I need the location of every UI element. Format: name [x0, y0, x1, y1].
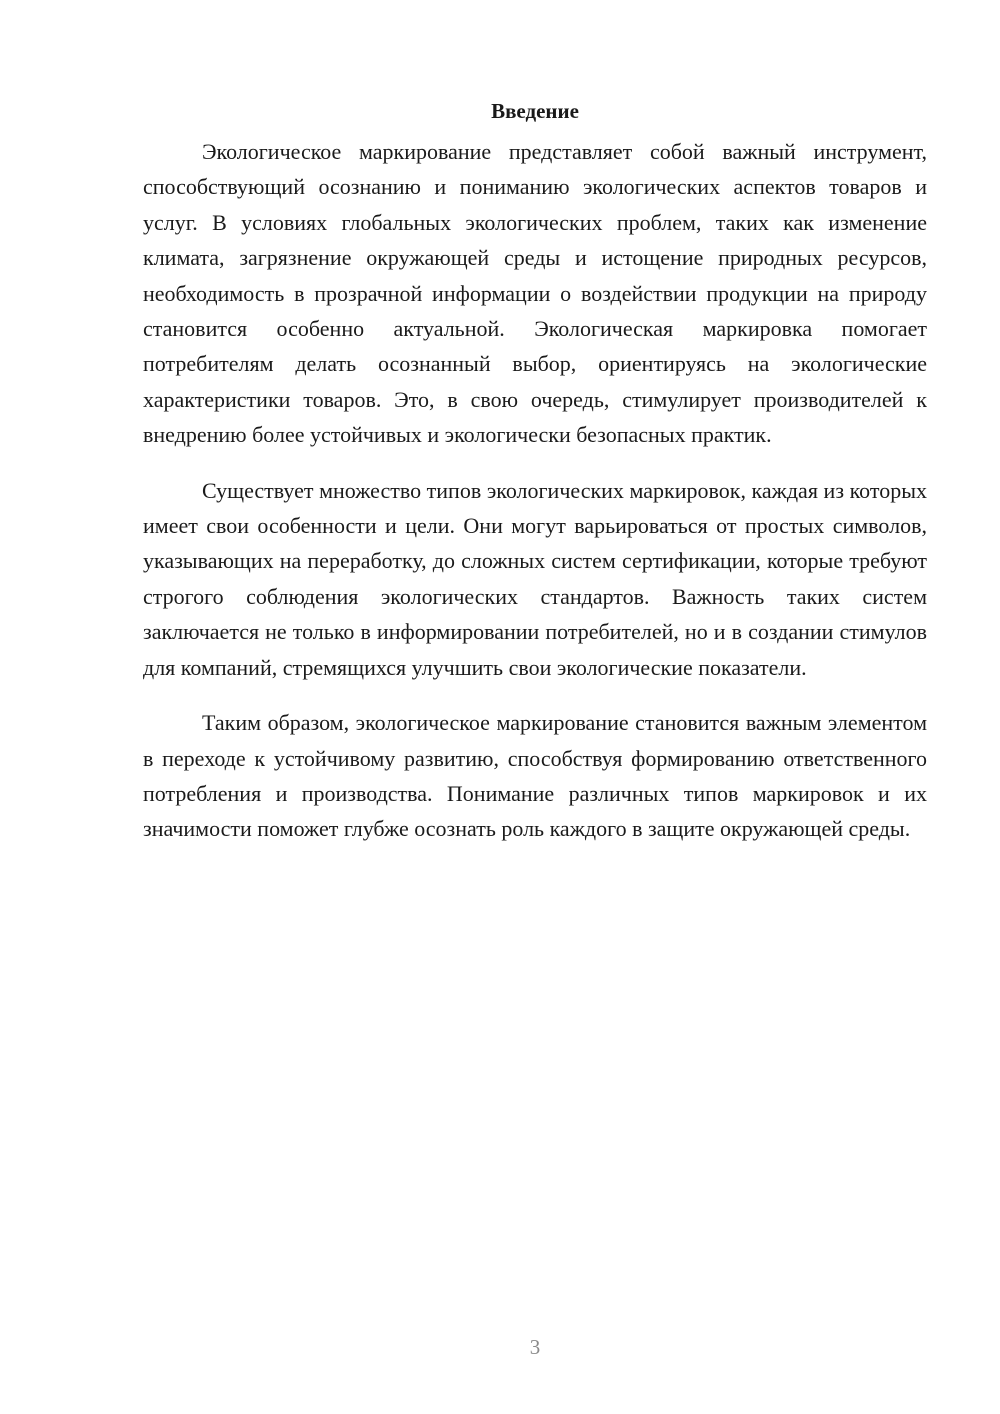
page-number: 3 [529, 1335, 541, 1359]
paragraph-1: Экологическое маркирование представляет собой важный инструмент, способствующий осознанию и пониманию экологических аспектов товаров и услуг. В условиях глобальных экологических проблем, таких как изменение климата, загрязнение окружающей среды и истощение природных ресурсов, необходимость в прозрачной информации о воздействии продукции на природу становится особенно актуальной. Экологическая маркировка помогает потребителям делать осознанный выбор, ориентируясь на экологические характеристики товаров. Это, в свою очередь, стимулирует производителей к внедрению более устойчивых и экологически безопасных практик. [143, 139, 927, 448]
section-title: Введение [491, 99, 579, 123]
page-content [143, 96, 927, 867]
paragraph-2: Существует множество типов экологических маркировок, каждая из которых имеет свои особенности и цели. Они могут варьироваться от простых символов, указывающих на переработку, до сложных систем сертификации, которые требуют строгого соблюдения экологических стандартов. Важность таких систем заключается не только в информировании потребителей, но и в создании стимулов для компаний, стремящихся улучшить свои экологические показатели. [143, 477, 927, 680]
paragraph-3: Таким образом, экологическое маркирование становится важным элементом в переходе к устойчивому развитию, способствуя формированию ответственного потребления и производства. Понимание различных типов маркировок и их значимости поможет глубже осознать роль каждого в защите окружающей среды. [143, 710, 927, 842]
